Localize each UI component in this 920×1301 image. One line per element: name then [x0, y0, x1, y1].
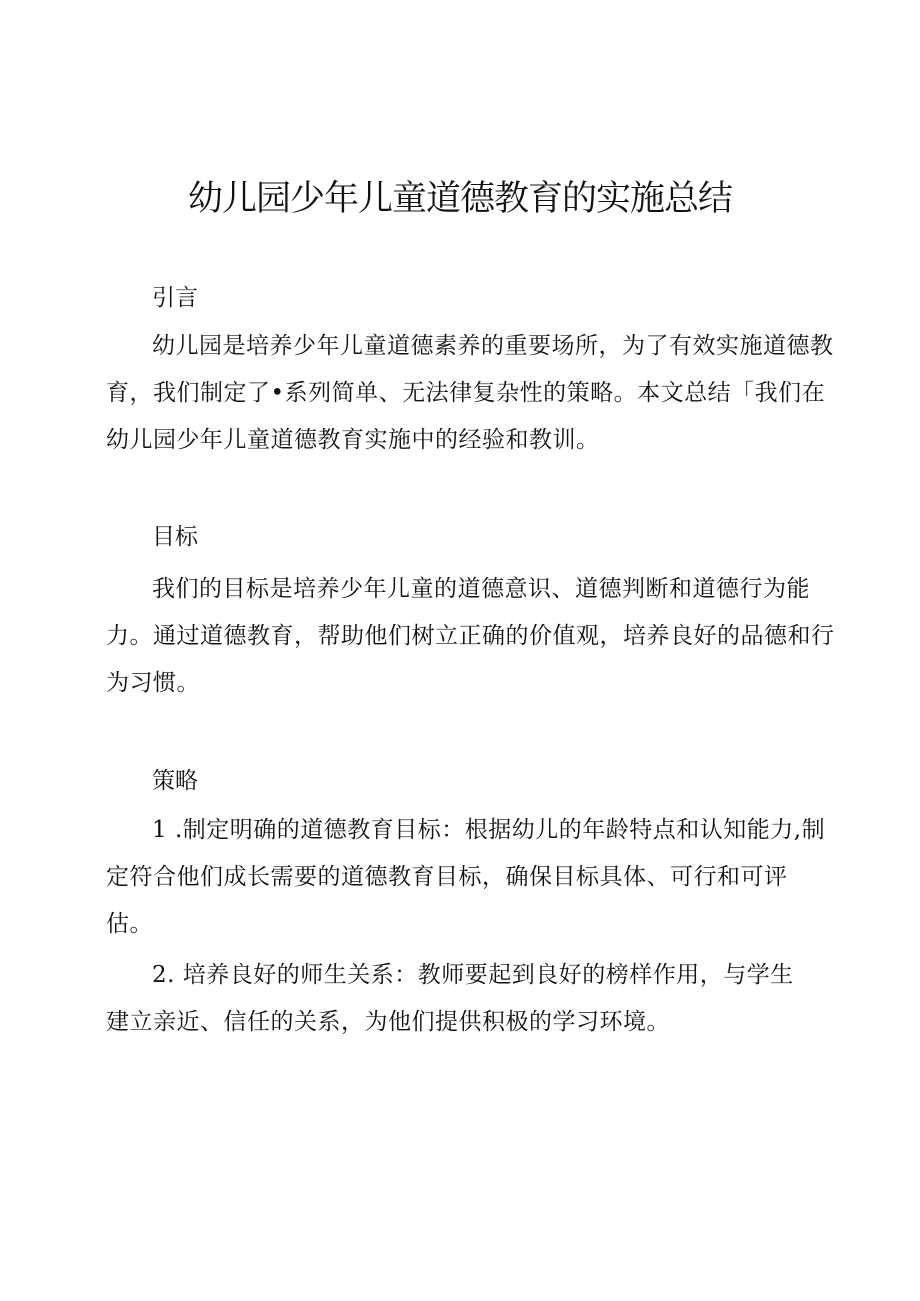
section-heading-strategy: 策略	[152, 768, 198, 794]
strategy-item-2: 2. 培养良好的师生关系：教师要起到良好的榜样作用，与学生建立亲近、信任的关系，为他们提供积极的学习环境。	[106, 962, 794, 1035]
section-heading-intro: 引言	[152, 285, 198, 311]
section-paragraph-intro: 幼儿园是培养少年儿童道德素养的重要场所，为了有效实施道德教育，我们制定了•系列简单、无法律复杂性的策略。本文总结「我们在幼儿园少年儿童道德教育实施中的经验和教训。	[106, 333, 834, 453]
document-title: 幼儿园少年儿童道德教育的实施总结	[187, 179, 732, 219]
strategy-item-1: 1 .制定明确的道德教育目标：根据幼儿的年龄特点和认知能力,制定符合他们成长需要的道德教育目标，确保目标具体、可行和可评估。	[106, 817, 826, 937]
section-heading-goals: 目标	[152, 524, 198, 550]
section-paragraph-goals: 我们的目标是培养少年儿童的道德意识、道德判断和道德行为能力。通过道德教育，帮助他们树立正确的价值观，培养良好的品德和行为习惯。	[106, 576, 835, 696]
